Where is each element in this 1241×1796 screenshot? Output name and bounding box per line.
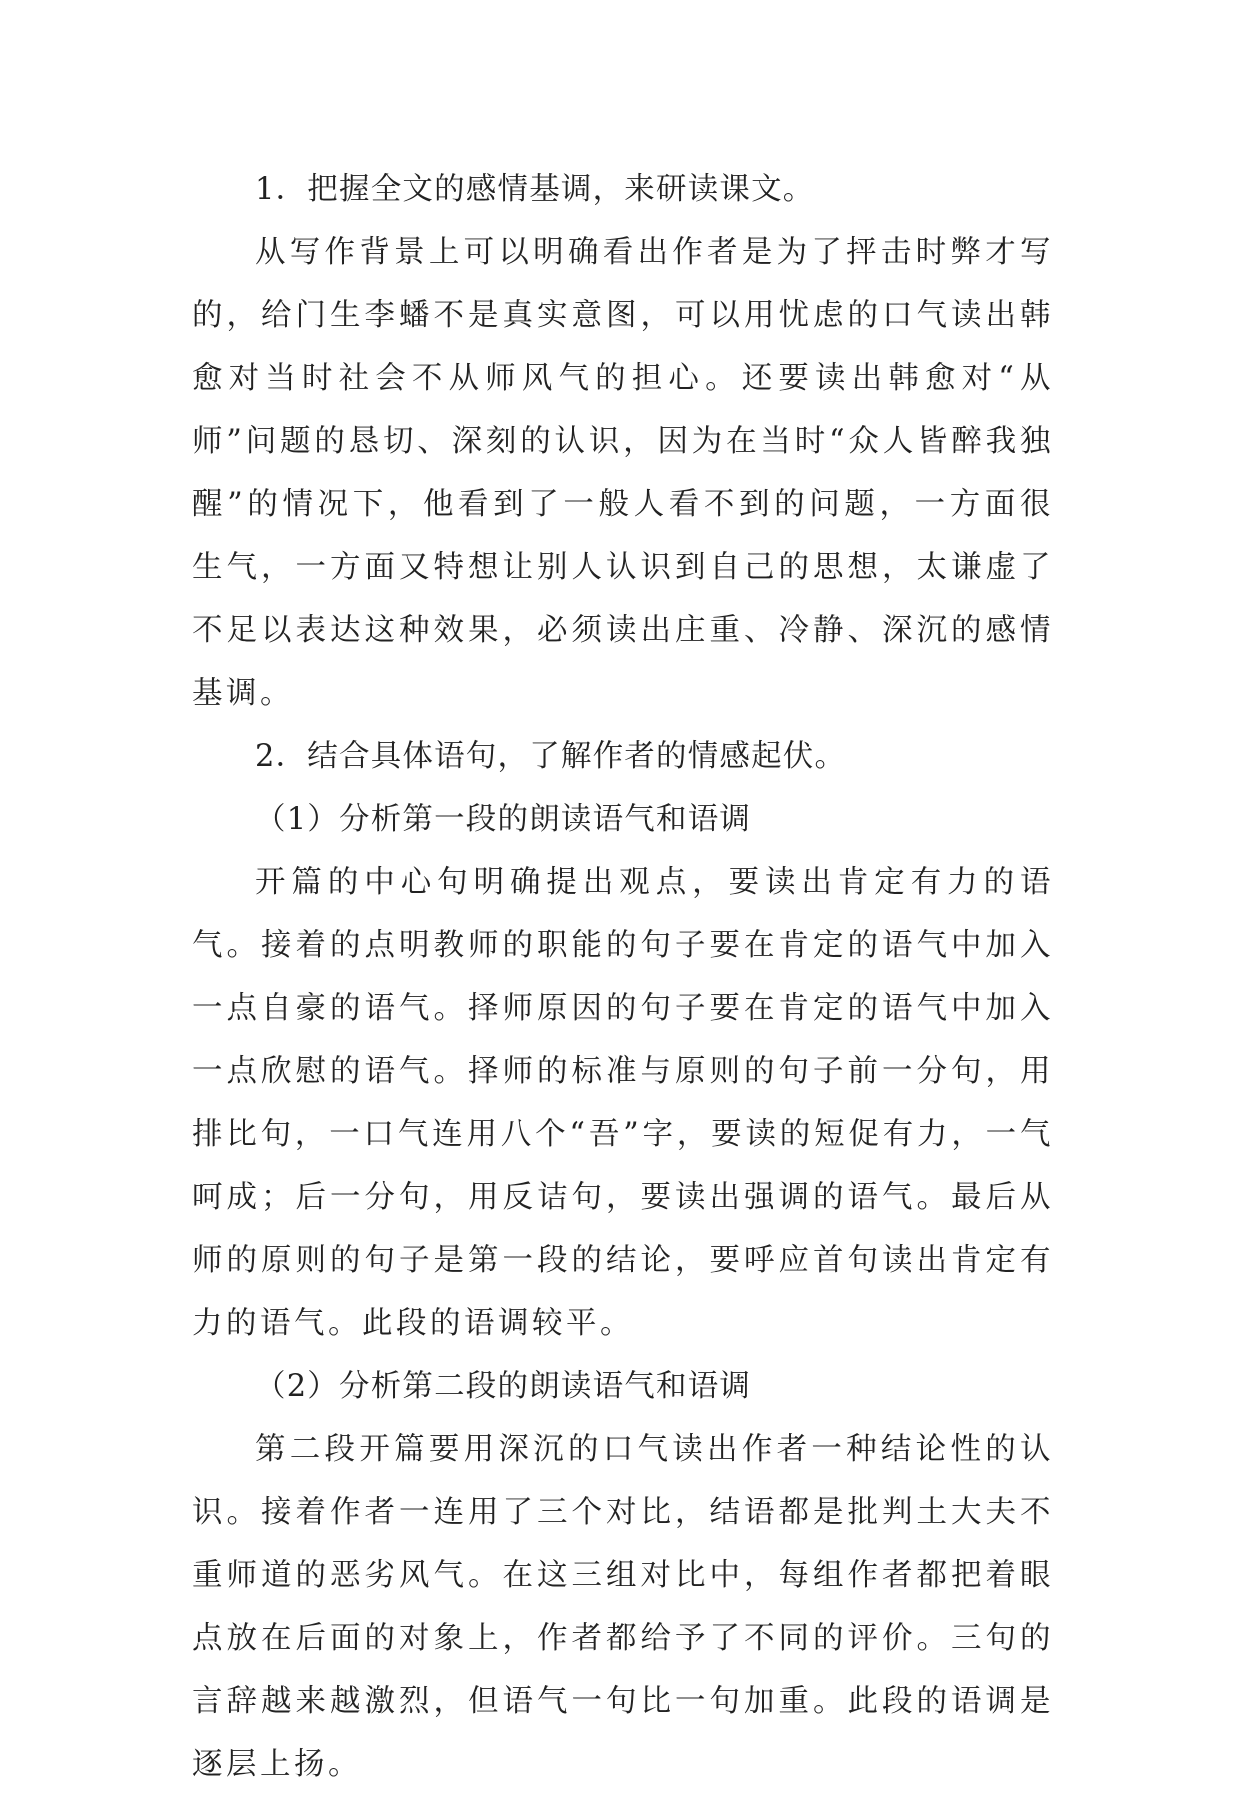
document-body [192, 158, 1054, 1796]
section-heading-1: 1．把握全文的感情基调，来研读课文。 [255, 172, 815, 207]
body-paragraph-tone: 从写作背景上可以明确看出作者是为了抨击时弊才写的，给门生李蟠不是真实意图，可以用忧虑的口气读出韩愈对当时社会不从师风气的担心。还要读出韩愈对“从师”问题的恳切、深刻的认识，因为在当时“众人皆醉我独醒”的情况下，他看到了一般人看不到的问题，一方面很生气，一方面又特想让别人认识到自己的思想，太谦虚了不足以表达这种效果，必须读出庄重、冷静、深沉的感情基调。 [192, 235, 1054, 711]
section-heading-2: 2．结合具体语句，了解作者的情感起伏。 [255, 739, 847, 774]
subheading-paragraph-2: （2）分析第二段的朗读语气和语调 [255, 1369, 752, 1404]
body-paragraph-second-section: 第二段开篇要用深沉的口气读出作者一种结论性的认识。接着作者一连用了三个对比，结语都是批判土大夫不重师道的恶劣风气。在这三组对比中，每组作者都把着眼点放在后面的对象上，作者都给予了不同的评价。三句的言辞越来越激烈，但语气一句比一句加重。此段的语调是逐层上扬。 [192, 1432, 1054, 1782]
subheading-paragraph-1: （1）分析第一段的朗读语气和语调 [255, 802, 752, 837]
body-paragraph-first-section: 开篇的中心句明确提出观点，要读出肯定有力的语气。接着的点明教师的职能的句子要在肯定的语气中加入一点自豪的语气。择师原因的句子要在肯定的语气中加入一点欣慰的语气。择师的标准与原则的句子前一分句，用排比句，一口气连用八个“吾”字，要读的短促有力，一气呵成；后一分句，用反诘句，要读出强调的语气。最后从师的原则的句子是第一段的结论，要呼应首句读出肯定有力的语气。此段的语调较平。 [192, 865, 1054, 1341]
